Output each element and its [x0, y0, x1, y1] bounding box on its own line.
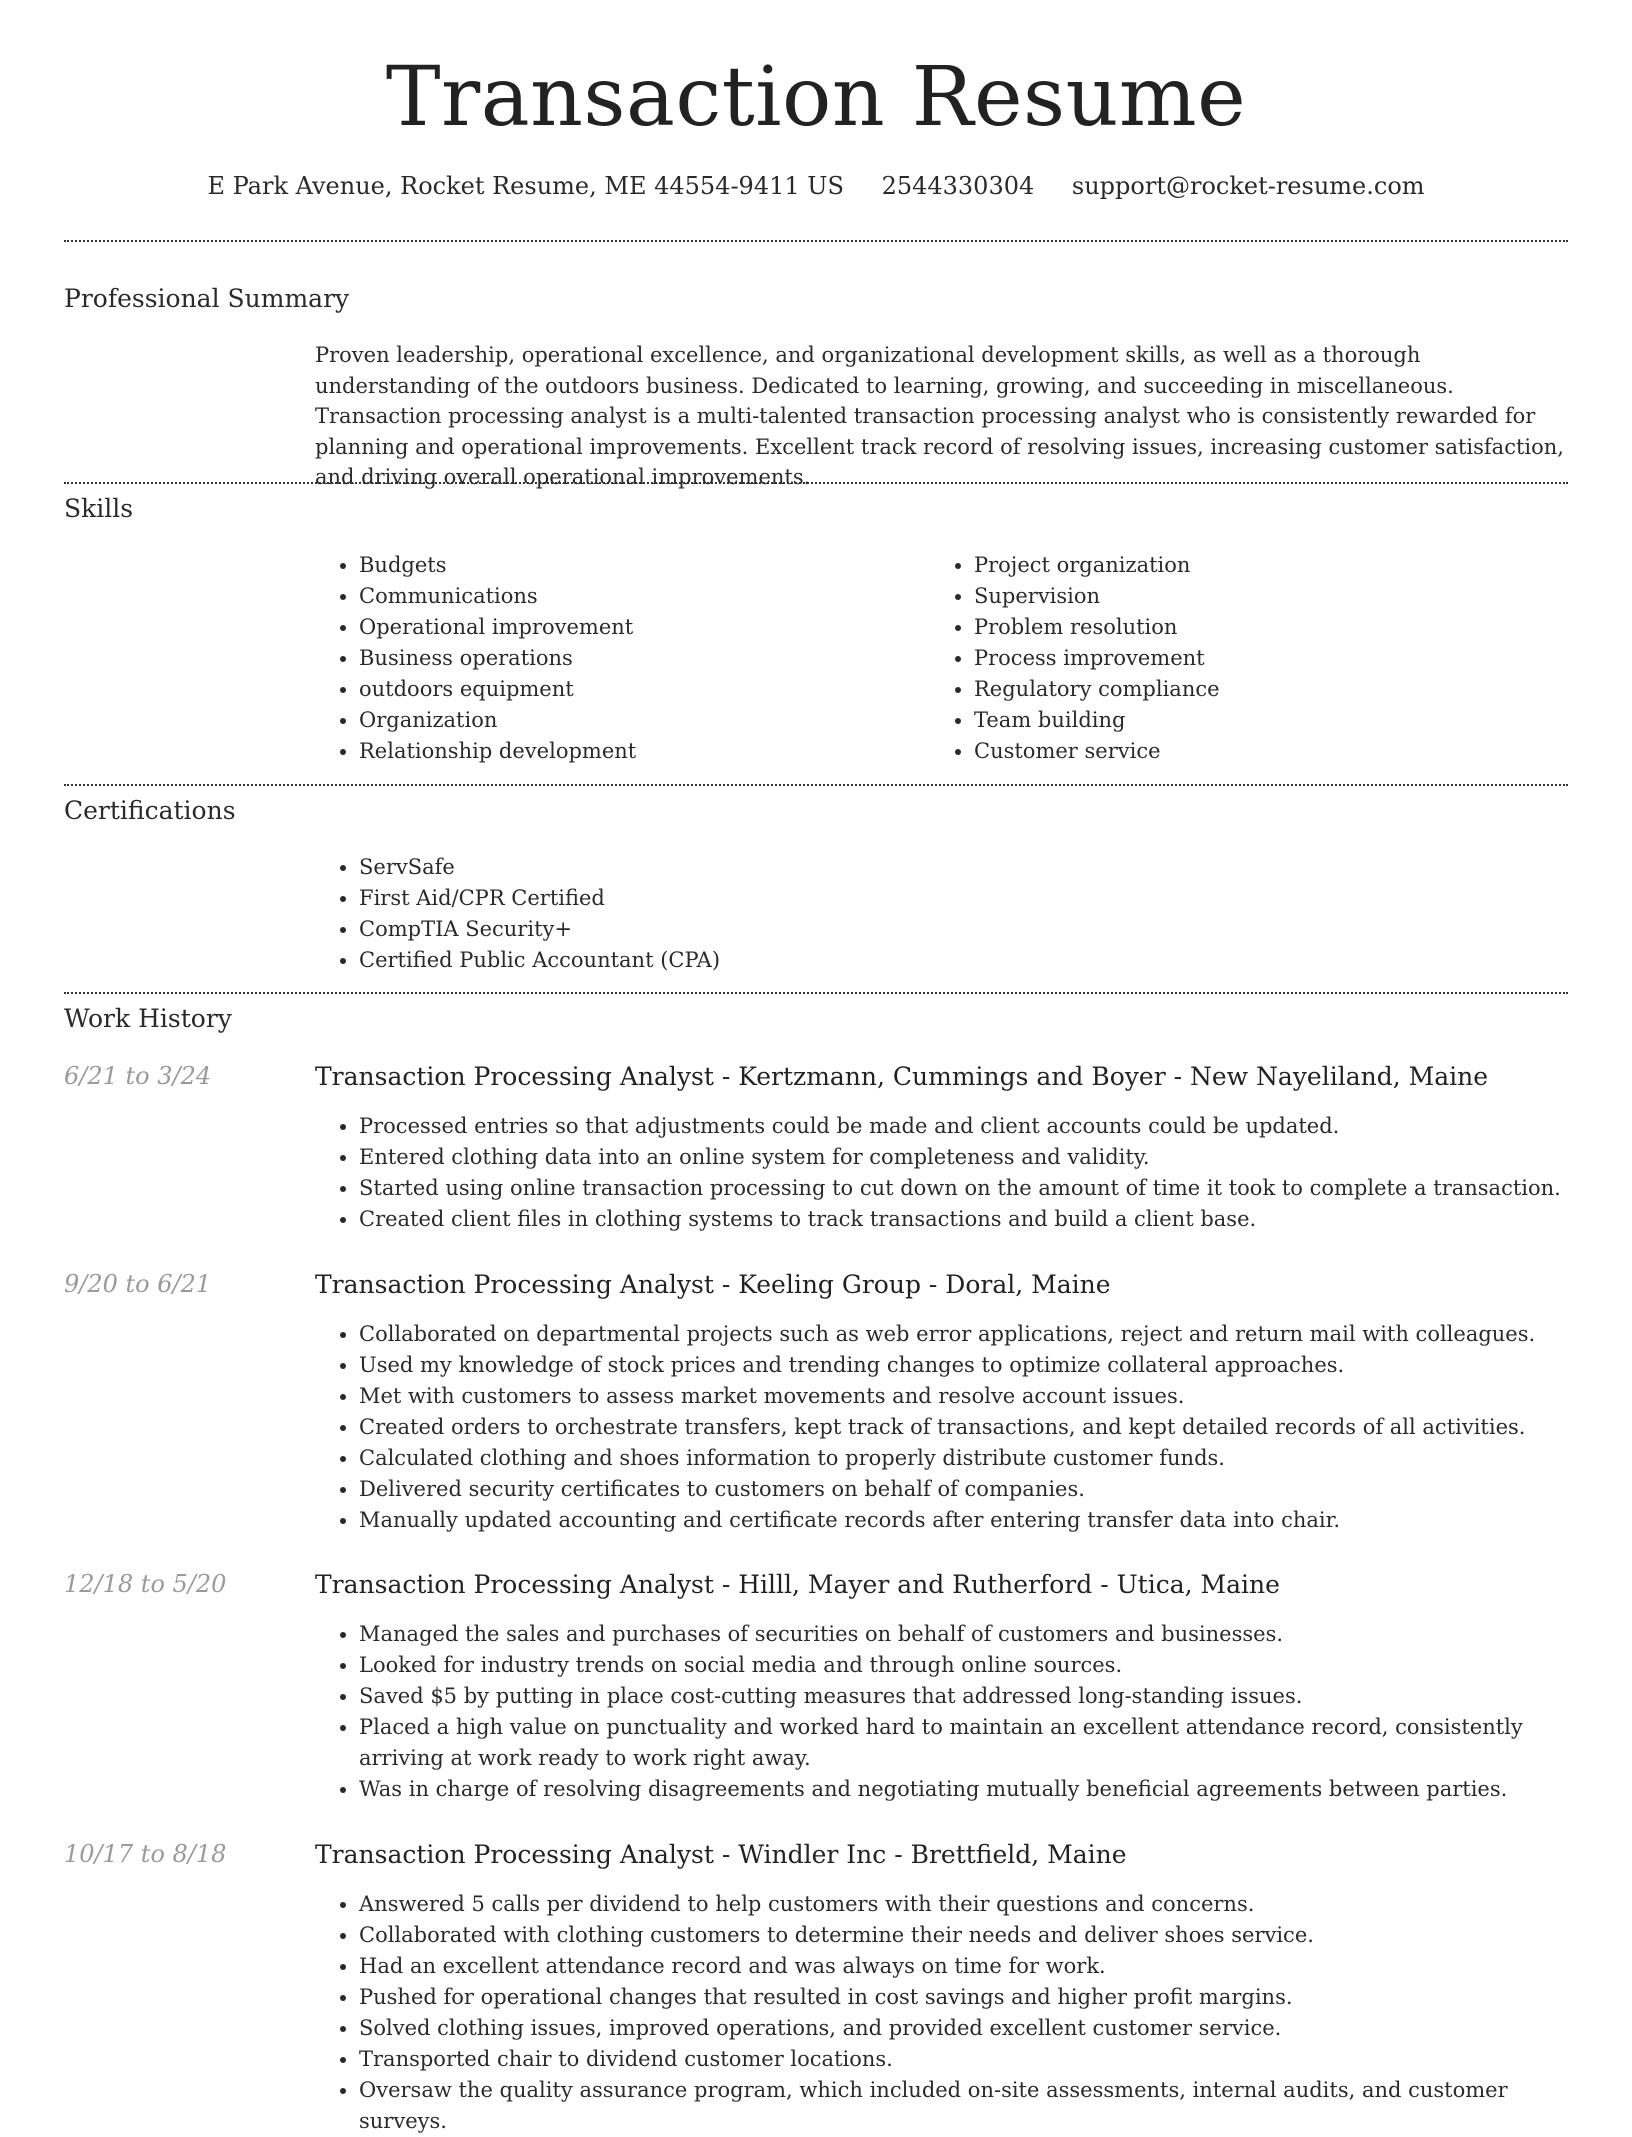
skill-item: • Process improvement	[974, 643, 1530, 674]
certification-item: • Certified Public Accountant (CPA)	[359, 945, 1568, 976]
skill-item: • outdoors equipment	[359, 674, 915, 705]
section-divider	[64, 482, 1568, 484]
job-bullets	[315, 1889, 1568, 2137]
contact-email: support@rocket-resume.com	[1071, 172, 1425, 200]
job-bullets	[315, 1319, 1568, 1536]
job-bullet: • Answered 5 calls per dividend to help customers with their questions and concerns.	[359, 1889, 1568, 1920]
certifications-heading: Certifications	[64, 796, 236, 825]
work-history-heading: Work History	[64, 1004, 232, 1033]
job-bullet: • Processed entries so that adjustments could be made and client accounts could be updated.	[359, 1111, 1568, 1142]
section-divider	[64, 992, 1568, 994]
job-bullet: • Collaborated on departmental projects such as web error applications, reject and return mail with colleagues.	[359, 1319, 1568, 1350]
job-bullet: • Delivered security certificates to customers on behalf of companies.	[359, 1474, 1568, 1505]
job-bullets	[315, 1111, 1568, 1235]
job-dates: 10/17 to 8/18	[64, 1840, 227, 1868]
job-bullet: • Transported chair to dividend customer locations.	[359, 2044, 1568, 2075]
certification-item: • CompTIA Security+	[359, 914, 1568, 945]
job-bullet: • Managed the sales and purchases of securities on behalf of customers and businesses.	[359, 1619, 1568, 1650]
job-bullet: • Entered clothing data into an online system for completeness and validity.	[359, 1142, 1568, 1173]
job-title: Transaction Processing Analyst - Windler Inc - Brettfield, Maine	[315, 1840, 1127, 1869]
skill-item: • Customer service	[974, 736, 1530, 767]
skill-item: • Operational improvement	[359, 612, 915, 643]
job-title: Transaction Processing Analyst - Kertzmann, Cummings and Boyer - New Nayeliland, Maine	[315, 1062, 1489, 1091]
section-divider	[64, 784, 1568, 786]
skill-item: • Budgets	[359, 550, 915, 581]
job-bullet: • Had an excellent attendance record and was always on time for work.	[359, 1951, 1568, 1982]
certifications-body	[315, 852, 1568, 976]
skills-heading: Skills	[64, 494, 134, 523]
certification-item: • First Aid/CPR Certified	[359, 883, 1568, 914]
skill-item: • Relationship development	[359, 736, 915, 767]
job-bullet: • Started using online transaction processing to cut down on the amount of time it took to complete a transaction.	[359, 1173, 1568, 1204]
contact-address: E Park Avenue, Rocket Resume, ME 44554-9411 US	[207, 172, 844, 200]
skill-item: • Communications	[359, 581, 915, 612]
skill-item: • Organization	[359, 705, 915, 736]
job-bullet: • Manually updated accounting and certificate records after entering transfer data into chair.	[359, 1505, 1568, 1536]
job-bullet: • Calculated clothing and shoes information to properly distribute customer funds.	[359, 1443, 1568, 1474]
skill-item: • Team building	[974, 705, 1530, 736]
resume-name: Transaction Resume	[385, 50, 1247, 145]
job-bullet: • Solved clothing issues, improved operations, and provided excellent customer service.	[359, 2013, 1568, 2044]
contact-line	[0, 172, 1632, 200]
skills-right-column	[930, 550, 1530, 767]
job-bullet: • Pushed for operational changes that resulted in cost savings and higher profit margins.	[359, 1982, 1568, 2013]
job-bullet: • Saved $5 by putting in place cost-cutting measures that addressed long-standing issues.	[359, 1681, 1568, 1712]
section-divider	[64, 240, 1568, 242]
job-dates: 12/18 to 5/20	[64, 1570, 227, 1598]
job-bullet: • Created client files in clothing systems to track transactions and build a client base.	[359, 1204, 1568, 1235]
job-bullet: • Placed a high value on punctuality and worked hard to maintain an excellent attendance record, consistently arriving at work ready to work right away.	[359, 1712, 1568, 1774]
job-bullet: • Met with customers to assess market movements and resolve account issues.	[359, 1381, 1568, 1412]
summary-text: Proven leadership, operational excellence, and organizational development skills, as well as a thorough understanding of the outdoors business. Dedicated to learning, growing, and succeeding in miscellaneous. Transaction processing analyst is a multi-talented transaction processing analyst who is consistently rewarded for planning and operational improvements. Excellent track record of resolving issues, increasing customer satisfaction, and driving overall operational improvements.	[315, 343, 1564, 489]
skills-left-column	[315, 550, 915, 767]
skill-item: • Project organization	[974, 550, 1530, 581]
summary-heading: Professional Summary	[64, 284, 350, 313]
job-bullet: • Oversaw the quality assurance program, which included on-site assessments, internal audits, and customer surveys.	[359, 2075, 1568, 2137]
job-dates: 9/20 to 6/21	[64, 1270, 212, 1298]
job-bullet: • Created orders to orchestrate transfers, kept track of transactions, and kept detailed records of all activities.	[359, 1412, 1568, 1443]
job-title: Transaction Processing Analyst - Hilll, Mayer and Rutherford - Utica, Maine	[315, 1570, 1280, 1599]
skill-item: • Regulatory compliance	[974, 674, 1530, 705]
contact-phone: 2544330304	[881, 172, 1035, 200]
job-bullets	[315, 1619, 1568, 1805]
job-bullet: • Was in charge of resolving disagreements and negotiating mutually beneficial agreements between parties.	[359, 1774, 1568, 1805]
job-title: Transaction Processing Analyst - Keeling Group - Doral, Maine	[315, 1270, 1111, 1299]
skill-item: • Problem resolution	[974, 612, 1530, 643]
job-bullet: • Used my knowledge of stock prices and trending changes to optimize collateral approaches.	[359, 1350, 1568, 1381]
job-bullet: • Looked for industry trends on social media and through online sources.	[359, 1650, 1568, 1681]
skill-item: • Supervision	[974, 581, 1530, 612]
certification-item: • ServSafe	[359, 852, 1568, 883]
summary-body	[315, 340, 1568, 493]
job-dates: 6/21 to 3/24	[64, 1062, 212, 1090]
skill-item: • Business operations	[359, 643, 915, 674]
job-bullet: • Collaborated with clothing customers to determine their needs and deliver shoes service.	[359, 1920, 1568, 1951]
